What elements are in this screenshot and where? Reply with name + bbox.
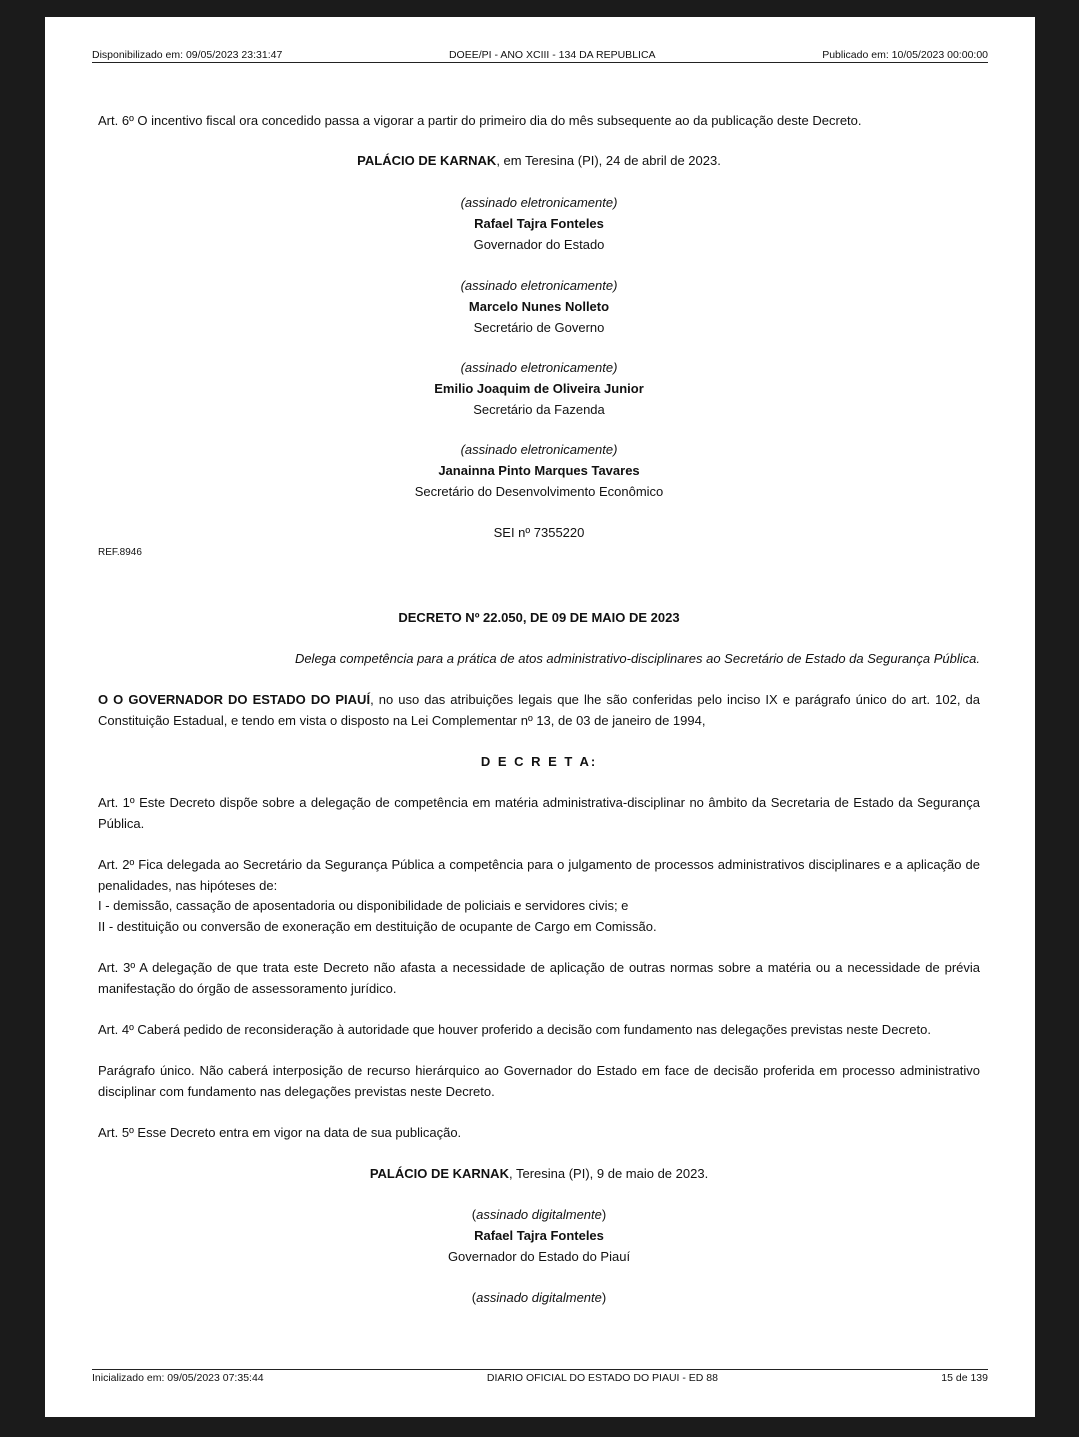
signature-block-5 bbox=[98, 1204, 980, 1267]
signature-note: (assinado eletronicamente) bbox=[460, 442, 618, 457]
signature-note: (assinado eletronicamente) bbox=[460, 360, 618, 375]
signatory-role: Secretário de Governo bbox=[473, 320, 605, 335]
header-available-date: Disponibilizado em: 09/05/2023 23:31:47 bbox=[92, 49, 283, 61]
decree-title: DECRETO Nº 22.050, DE 09 DE MAIO DE 2023 bbox=[398, 610, 680, 625]
page-header bbox=[92, 49, 988, 63]
decree-summary: Delega competência para a prática de atos administrativo-disciplinares ao Secretário de Estado da Segurança Pública. bbox=[294, 651, 980, 666]
art4-text: Art. 4º Caberá pedido de reconsideração à autoridade que houver proferido a decisão com fundamento nas delegações previstas neste Decreto. bbox=[98, 1022, 931, 1037]
signatory-name: Marcelo Nunes Nolleto bbox=[468, 299, 610, 314]
footer-journal-edition: DIARIO OFICIAL DO ESTADO DO PIAUI - ED 88 bbox=[486, 1372, 718, 1384]
place-name: PALÁCIO DE KARNAK bbox=[369, 1166, 509, 1181]
art3-text: Art. 3º A delegação de que trata este Decreto não afasta a necessidade de aplicação de outras normas sobre a matéria ou a necessidade de prévia manifestação do órgão de assessoramento jurídico. bbox=[98, 960, 980, 996]
page-footer bbox=[92, 1369, 988, 1384]
footer-initialized-date: Inicializado em: 09/05/2023 07:35:44 bbox=[92, 1372, 264, 1384]
decreta-heading: D E C R E T A: bbox=[480, 754, 598, 769]
header-published-date: Publicado em: 10/05/2023 00:00:00 bbox=[822, 49, 988, 61]
signatory-name: Rafael Tajra Fonteles bbox=[474, 216, 604, 231]
art1-text: Art. 1º Este Decreto dispõe sobre a delegação de competência em matéria administrativa-disciplinar no âmbito da Secretaria de Estado da Segurança Pública. bbox=[98, 795, 980, 831]
reference-code: REF.8946 bbox=[98, 547, 142, 558]
signature-block-4 bbox=[98, 439, 980, 502]
decree-preamble bbox=[98, 689, 980, 731]
header-journal-info: DOEE/PI - ANO XCIII - 134 DA REPUBLICA bbox=[448, 49, 656, 61]
place-date-2 bbox=[98, 1163, 980, 1184]
signature-block-2 bbox=[98, 275, 980, 338]
preamble-text: , no uso das atribuições legais que lhe são conferidas pelo inciso IX e parágrafo único do art. 102, da Constituição Estadual, e tendo em vista o disposto na Lei Complementar nº 13, de 03 de janeiro de 1994, bbox=[98, 692, 980, 728]
signature-block-6 bbox=[98, 1287, 980, 1308]
place-name: PALÁCIO DE KARNAK bbox=[357, 153, 497, 168]
preamble-authority: O O GOVERNADOR DO ESTADO DO PIAUÍ bbox=[98, 692, 371, 707]
signature-block-1 bbox=[98, 192, 980, 255]
footer-page-number: 15 de 139 bbox=[941, 1372, 988, 1384]
signatory-role: Governador do Estado do Piauí bbox=[447, 1249, 631, 1264]
art2-text: Art. 2º Fica delegada ao Secretário da Segurança Pública a competência para o julgamento de processos administrativos disciplinares e a aplicação de penalidades, nas hipóteses de: bbox=[98, 857, 980, 893]
signature-block-3 bbox=[98, 357, 980, 420]
art2-item-i: I - demissão, cassação de aposentadoria ou disponibilidade de policiais e servidores civis; e bbox=[98, 898, 629, 913]
place-date-rest: , Teresina (PI), 9 de maio de 2023. bbox=[508, 1166, 709, 1181]
art6-text: Art. 6º O incentivo fiscal ora concedido passa a vigorar a partir do primeiro dia do mês subsequente ao da publicação deste Decreto. bbox=[98, 113, 862, 128]
signature-note: (assinado eletronicamente) bbox=[460, 195, 618, 210]
signatory-role: Secretário da Fazenda bbox=[473, 402, 605, 417]
signatory-name: Emilio Joaquim de Oliveira Junior bbox=[434, 381, 644, 396]
signatory-name: Janainna Pinto Marques Tavares bbox=[438, 463, 640, 478]
signature-note: (assinado digitalmente) bbox=[471, 1290, 607, 1305]
signatory-role: Secretário do Desenvolvimento Econômico bbox=[414, 484, 664, 499]
art2-item-ii: II - destituição ou conversão de exoneração em destituição de ocupante de Cargo em Comissão. bbox=[98, 919, 657, 934]
document-page bbox=[45, 17, 1035, 1417]
signatory-role: Governador do Estado bbox=[473, 237, 605, 252]
sei-number: SEI nº 7355220 bbox=[493, 525, 585, 540]
signatory-name: Rafael Tajra Fonteles bbox=[474, 1228, 604, 1243]
place-date-rest: , em Teresina (PI), 24 de abril de 2023. bbox=[496, 153, 721, 168]
signature-note: (assinado digitalmente) bbox=[471, 1207, 607, 1222]
art5-text: Art. 5º Esse Decreto entra em vigor na data de sua publicação. bbox=[98, 1125, 462, 1140]
place-date-1 bbox=[98, 150, 980, 171]
art4-paragraph: Parágrafo único. Não caberá interposição de recurso hierárquico ao Governador do Estado em face de decisão proferida em processo administrativo disciplinar com fundamento nas delegações previstas neste Decreto. bbox=[98, 1063, 980, 1099]
signature-note: (assinado eletronicamente) bbox=[460, 278, 618, 293]
